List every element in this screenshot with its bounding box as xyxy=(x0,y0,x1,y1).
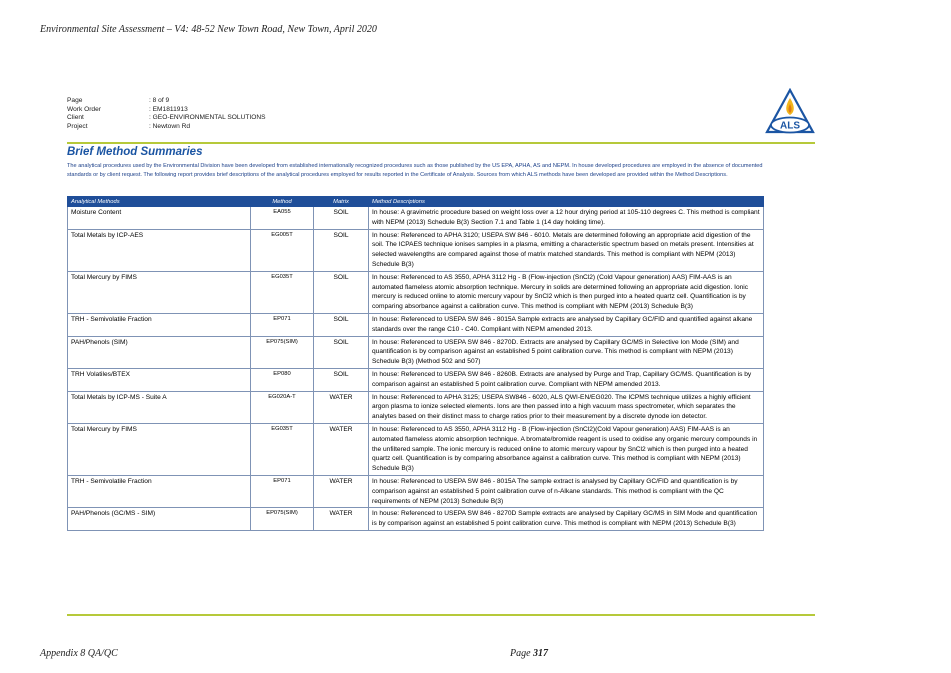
meta-key: Client xyxy=(67,114,84,122)
method-description-cell: In house: Referenced to APHA 3120; USEPA SW 846 - 6010. Metals are determined following an appropriate acid digestion of the soil. The ICPAES technique ionises samples in a plasma, emitting a characteristic spectrum based on metals present. Intensities at selected wavelengths are compared against those of matrix matched standards. This method is compliant with NEPM (2013) Schedule B(3) xyxy=(369,229,764,271)
method-description-cell: In house: Referenced to APHA 3125; USEPA SW846 - 6020, ALS QWI-EN/EG020. The ICPMS technique utilizes a highly efficient argon plasma to ionize selected elements. Ions are then passed into a high vacuum mass spectrometer, which separates the analytes based on their distinct mass to charge ratios prior to their measurement by a discrete dynode ion detector. xyxy=(369,391,764,423)
method-description-cell: In house: Referenced to USEPA SW 846 - 8270D Sample extracts are analysed by Capillary GC/MS in SIM Mode and quantification is by comparison against an established 5 point calibration curve. This method is compliant with NEPM (2013) Schedule B(3) xyxy=(369,508,764,531)
document-header: Environmental Site Assessment – V4: 48-52 New Town Road, New Town, April 2020 xyxy=(40,24,377,35)
analytical-method-cell: PAH/Phenols (GC/MS - SIM) xyxy=(68,508,251,531)
page-number: 317 xyxy=(533,648,549,659)
meta-value: : GEO-ENVIRONMENTAL SOLUTIONS xyxy=(149,114,266,122)
col-header-method: Method xyxy=(251,197,314,207)
table-header-row xyxy=(68,197,764,207)
matrix-cell: WATER xyxy=(314,508,369,531)
meta-row-work-order xyxy=(67,106,266,115)
method-code-cell: EP071 xyxy=(251,313,314,336)
table-row xyxy=(68,336,764,368)
method-code-cell: EP080 xyxy=(251,368,314,391)
als-logo xyxy=(764,88,816,138)
matrix-cell: SOIL xyxy=(314,336,369,368)
meta-value: : 8 of 9 xyxy=(149,97,170,104)
matrix-cell: SOIL xyxy=(314,368,369,391)
analytical-method-cell: Total Metals by ICP-AES xyxy=(68,229,251,271)
analytical-method-cell: Total Mercury by FIMS xyxy=(68,271,251,313)
analytical-method-cell: PAH/Phenols (SIM) xyxy=(68,336,251,368)
table-row xyxy=(68,508,764,531)
analytical-method-cell: TRH - Semivolatile Fraction xyxy=(68,475,251,507)
page-number-label xyxy=(510,648,548,659)
matrix-cell: WATER xyxy=(314,423,369,475)
matrix-cell: WATER xyxy=(314,475,369,507)
analytical-method-cell: TRH - Semivolatile Fraction xyxy=(68,313,251,336)
logo-text: ALS xyxy=(780,120,800,132)
method-description-cell: In house: Referenced to AS 3550, APHA 3112 Hg - B (Flow-injection (SnCl2) (Cold Vapour generation) AAS) FIM-AAS is an automated flameless atomic absorption technique. Mercury in solids are determined following an appropriate acid digestion. Ionic mercury is reduced online to atomic mercury vapour by SnCl2 which is then purged into a heated quartz cell. Quantification is by comparing absorbance against a calibration curve. This method is compliant with NEPM (2013) Schedule B(3) xyxy=(369,271,764,313)
method-description-cell: In house: Referenced to USEPA SW 846 - 8015A The sample extract is analysed by Capillary GC/FID and quantification is by comparison against an established 5 point calibration curve of n-Alkane standards. This method is compliant with the QC requirements of NEPM (2013) Schedule B(3) xyxy=(369,475,764,507)
appendix-label: Appendix 8 QA/QC xyxy=(40,648,118,659)
matrix-cell: SOIL xyxy=(314,207,369,230)
table-row xyxy=(68,313,764,336)
meta-key: Project xyxy=(67,122,88,130)
meta-row-page xyxy=(67,97,266,106)
table-row xyxy=(68,423,764,475)
meta-key: Page xyxy=(67,97,83,104)
method-summary-table xyxy=(67,196,764,531)
meta-key: Work Order xyxy=(67,105,101,113)
meta-value: : EM1811913 xyxy=(149,105,188,113)
table-row xyxy=(68,368,764,391)
header-rule xyxy=(67,142,815,144)
method-code-cell: EP071 xyxy=(251,475,314,507)
meta-value: : Newtown Rd xyxy=(149,122,191,130)
col-header-method-descriptions: Method Descriptions xyxy=(369,197,764,207)
method-code-cell: EG005T xyxy=(251,229,314,271)
table-row xyxy=(68,391,764,423)
method-description-cell: In house: Referenced to USEPA SW 846 - 8270D. Extracts are analysed by Capillary GC/MS in Selective Ion Mode (SIM) and quantification is by comparison against an established 5 point calibration curve. This method is compliant with NEPM (2013) Schedule B(3) (Method 502 and 507) xyxy=(369,336,764,368)
meta-row-project xyxy=(67,123,266,132)
method-code-cell: EA055 xyxy=(251,207,314,230)
page-title: Brief Method Summaries xyxy=(67,146,203,158)
method-code-cell: EP075(SIM) xyxy=(251,508,314,531)
method-code-cell: EG035T xyxy=(251,271,314,313)
matrix-cell: SOIL xyxy=(314,229,369,271)
analytical-method-cell: Moisture Content xyxy=(68,207,251,230)
method-code-cell: EG020A-T xyxy=(251,391,314,423)
table-row xyxy=(68,207,764,230)
method-description-cell: In house: Referenced to USEPA SW 846 - 8015A Sample extracts are analysed by Capillary GC/FID and quantified against alkane standards over the range C10 - C40. Compliant with NEPM amended 2013. xyxy=(369,313,764,336)
meta-row-client xyxy=(67,114,266,123)
method-description-cell: In house: Referenced to USEPA SW 846 - 8260B. Extracts are analysed by Purge and Trap, Capillary GC/MS. Quantification is by comparison against an established 5 point calibration curve. Compliant with NEPM amended 2013. xyxy=(369,368,764,391)
table-row xyxy=(68,229,764,271)
intro-paragraph: The analytical procedures used by the Environmental Division have been developed from established internationally recognized procedures such as those published by the US EPA, APHA, AS and NEPM. In house developed procedures are employed in the absence of documented standards or by client request. The following report provides brief descriptions of the analytical procedures employed for results reported in the Certificate of Analysis. Sources from which ALS methods have been developed are provided within the Method Descriptions. xyxy=(67,163,763,178)
col-header-matrix: Matrix xyxy=(314,197,369,207)
report-meta xyxy=(67,97,266,131)
matrix-cell: SOIL xyxy=(314,313,369,336)
analytical-method-cell: Total Metals by ICP-MS - Suite A xyxy=(68,391,251,423)
col-header-analytical-methods: Analytical Methods xyxy=(68,197,251,207)
table-row xyxy=(68,271,764,313)
method-description-cell: In house: Referenced to AS 3550, APHA 3112 Hg - B (Flow-injection (SnCl2)(Cold Vapour generation) AAS) FIM-AAS is an automated flameless atomic absorption technique. A bromate/bromide reagent is used to oxidise any organic mercury compounds in the unfiltered sample. The ionic mercury is reduced online to atomic mercury vapour by SnCl2 which is then purged into a heated quartz cell. Quantification is by comparing absorbance against a calibration curve. This method is compliant with NEPM (2013) Schedule B(3) xyxy=(369,423,764,475)
analytical-method-cell: TRH Volatiles/BTEX xyxy=(68,368,251,391)
matrix-cell: WATER xyxy=(314,391,369,423)
footer-rule xyxy=(67,614,815,616)
method-code-cell: EG035T xyxy=(251,423,314,475)
table-row xyxy=(68,475,764,507)
method-code-cell: EP075(SIM) xyxy=(251,336,314,368)
page-prefix: Page xyxy=(510,648,534,659)
method-description-cell: In house: A gravimetric procedure based on weight loss over a 12 hour drying period at 105-110 degrees C. This method is compliant with NEPM (2013) Schedule B(3) Section 7.1 and Table 1 (14 day holding time). xyxy=(369,207,764,230)
matrix-cell: SOIL xyxy=(314,271,369,313)
analytical-method-cell: Total Mercury by FIMS xyxy=(68,423,251,475)
